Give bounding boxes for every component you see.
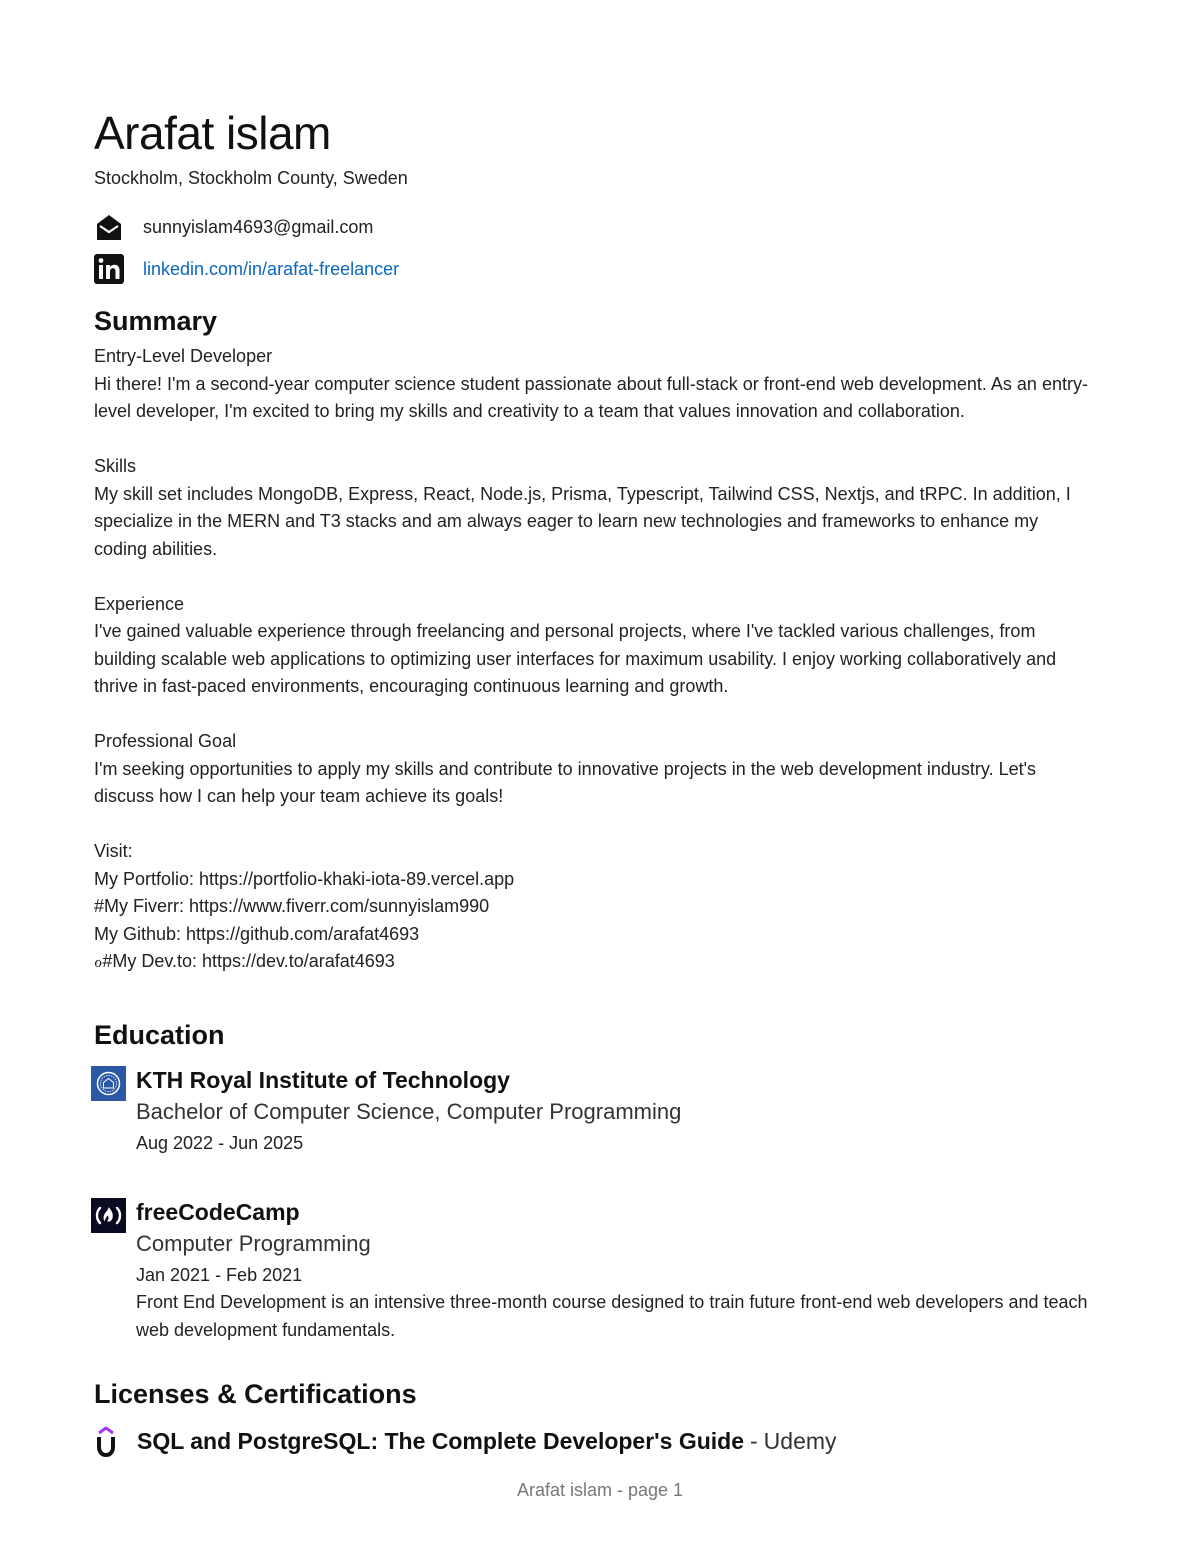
summary-line: My Portfolio: https://portfolio-khaki-iota-89.vercel.app <box>94 868 515 889</box>
summary-line: I'm seeking opportunities to apply my skills and contribute to innovative projects in the web development industry. Let's discuss how I can help your team achieve its goals! <box>94 758 1037 806</box>
summary-line: Hi there! I'm a second-year computer science student passionate about full-stack or front-end web development. As an entry-level developer, I'm excited to bring my skills and creativity to a team that values innovation and collaboration. <box>94 373 1088 421</box>
linkedin-row[interactable] <box>94 254 399 284</box>
school-name: freeCodeCamp <box>136 1199 300 1225</box>
linkedin-link[interactable]: linkedin.com/in/arafat-freelancer <box>143 258 400 279</box>
certification-item <box>94 1424 837 1458</box>
education-item <box>91 1198 1096 1344</box>
summary-spacer <box>94 563 1094 591</box>
certification-separator: - <box>750 1427 758 1454</box>
email-text[interactable]: sunnyislam4693@gmail.com <box>143 216 374 237</box>
freecodecamp-logo-icon <box>91 1198 126 1233</box>
summary-line: ℴ#My Dev.to: https://dev.to/arafat4693 <box>94 951 395 971</box>
email-row[interactable] <box>94 212 373 242</box>
summary-line: Skills <box>94 456 137 476</box>
candidate-location: Stockholm, Stockholm County, Sweden <box>94 168 408 188</box>
summary-line: #My Fiverr: https://www.fiverr.com/sunnyislam990 <box>94 896 490 916</box>
summary-line: Entry-Level Developer <box>94 346 273 366</box>
dates: Aug 2022 - Jun 2025 <box>136 1133 304 1153</box>
summary-line: My skill set includes MongoDB, Express, React, Node.js, Prisma, Typescript, Tailwind CSS, Nextjs, and tRPC. In addition, I specialize in the MERN and T3 stacks and am always eager to learn new technologies and frameworks to enhance my coding abilities. <box>94 483 1071 559</box>
summary-spacer <box>94 811 1094 839</box>
email-icon <box>94 212 124 242</box>
candidate-name: Arafat islam <box>94 107 331 159</box>
degree: Bachelor of Computer Science, Computer Programming <box>136 1099 682 1124</box>
linkedin-icon <box>94 254 124 284</box>
summary-spacer <box>94 701 1094 729</box>
description: Front End Development is an intensive three-month course designed to train future front-end web developers and teach web development fundamentals. <box>136 1292 1088 1340</box>
summary-body <box>94 343 1094 976</box>
page-footer: Arafat islam - page 1 <box>516 1480 684 1500</box>
summary-heading: Summary <box>94 306 218 336</box>
udemy-logo-icon <box>94 1424 118 1458</box>
education-heading: Education <box>94 1020 225 1050</box>
education-item <box>91 1066 1096 1154</box>
summary-spacer <box>94 426 1094 454</box>
school-name: KTH Royal Institute of Technology <box>136 1067 510 1093</box>
summary-line: Experience <box>94 593 185 614</box>
summary-line: Professional Goal <box>94 731 237 751</box>
certification-title: SQL and PostgreSQL: The Complete Developer's Guide <box>137 1427 744 1454</box>
summary-line: My Github: https://github.com/arafat4693 <box>94 923 420 944</box>
dates: Jan 2021 - Feb 2021 <box>136 1265 303 1285</box>
kth-logo-icon <box>91 1066 126 1101</box>
summary-line: I've gained valuable experience through freelancing and personal projects, where I've tackled various challenges, from building scalable web applications to optimizing user interfaces for maximum usability. I enjoy working collaboratively and thrive in fast-paced environments, encouraging continuous learning and growth. <box>94 621 1057 696</box>
certification-issuer: Udemy <box>763 1427 837 1454</box>
degree: Computer Programming <box>136 1231 371 1256</box>
certifications-heading: Licenses & Certifications <box>94 1379 417 1409</box>
summary-line: Visit: <box>94 841 133 861</box>
